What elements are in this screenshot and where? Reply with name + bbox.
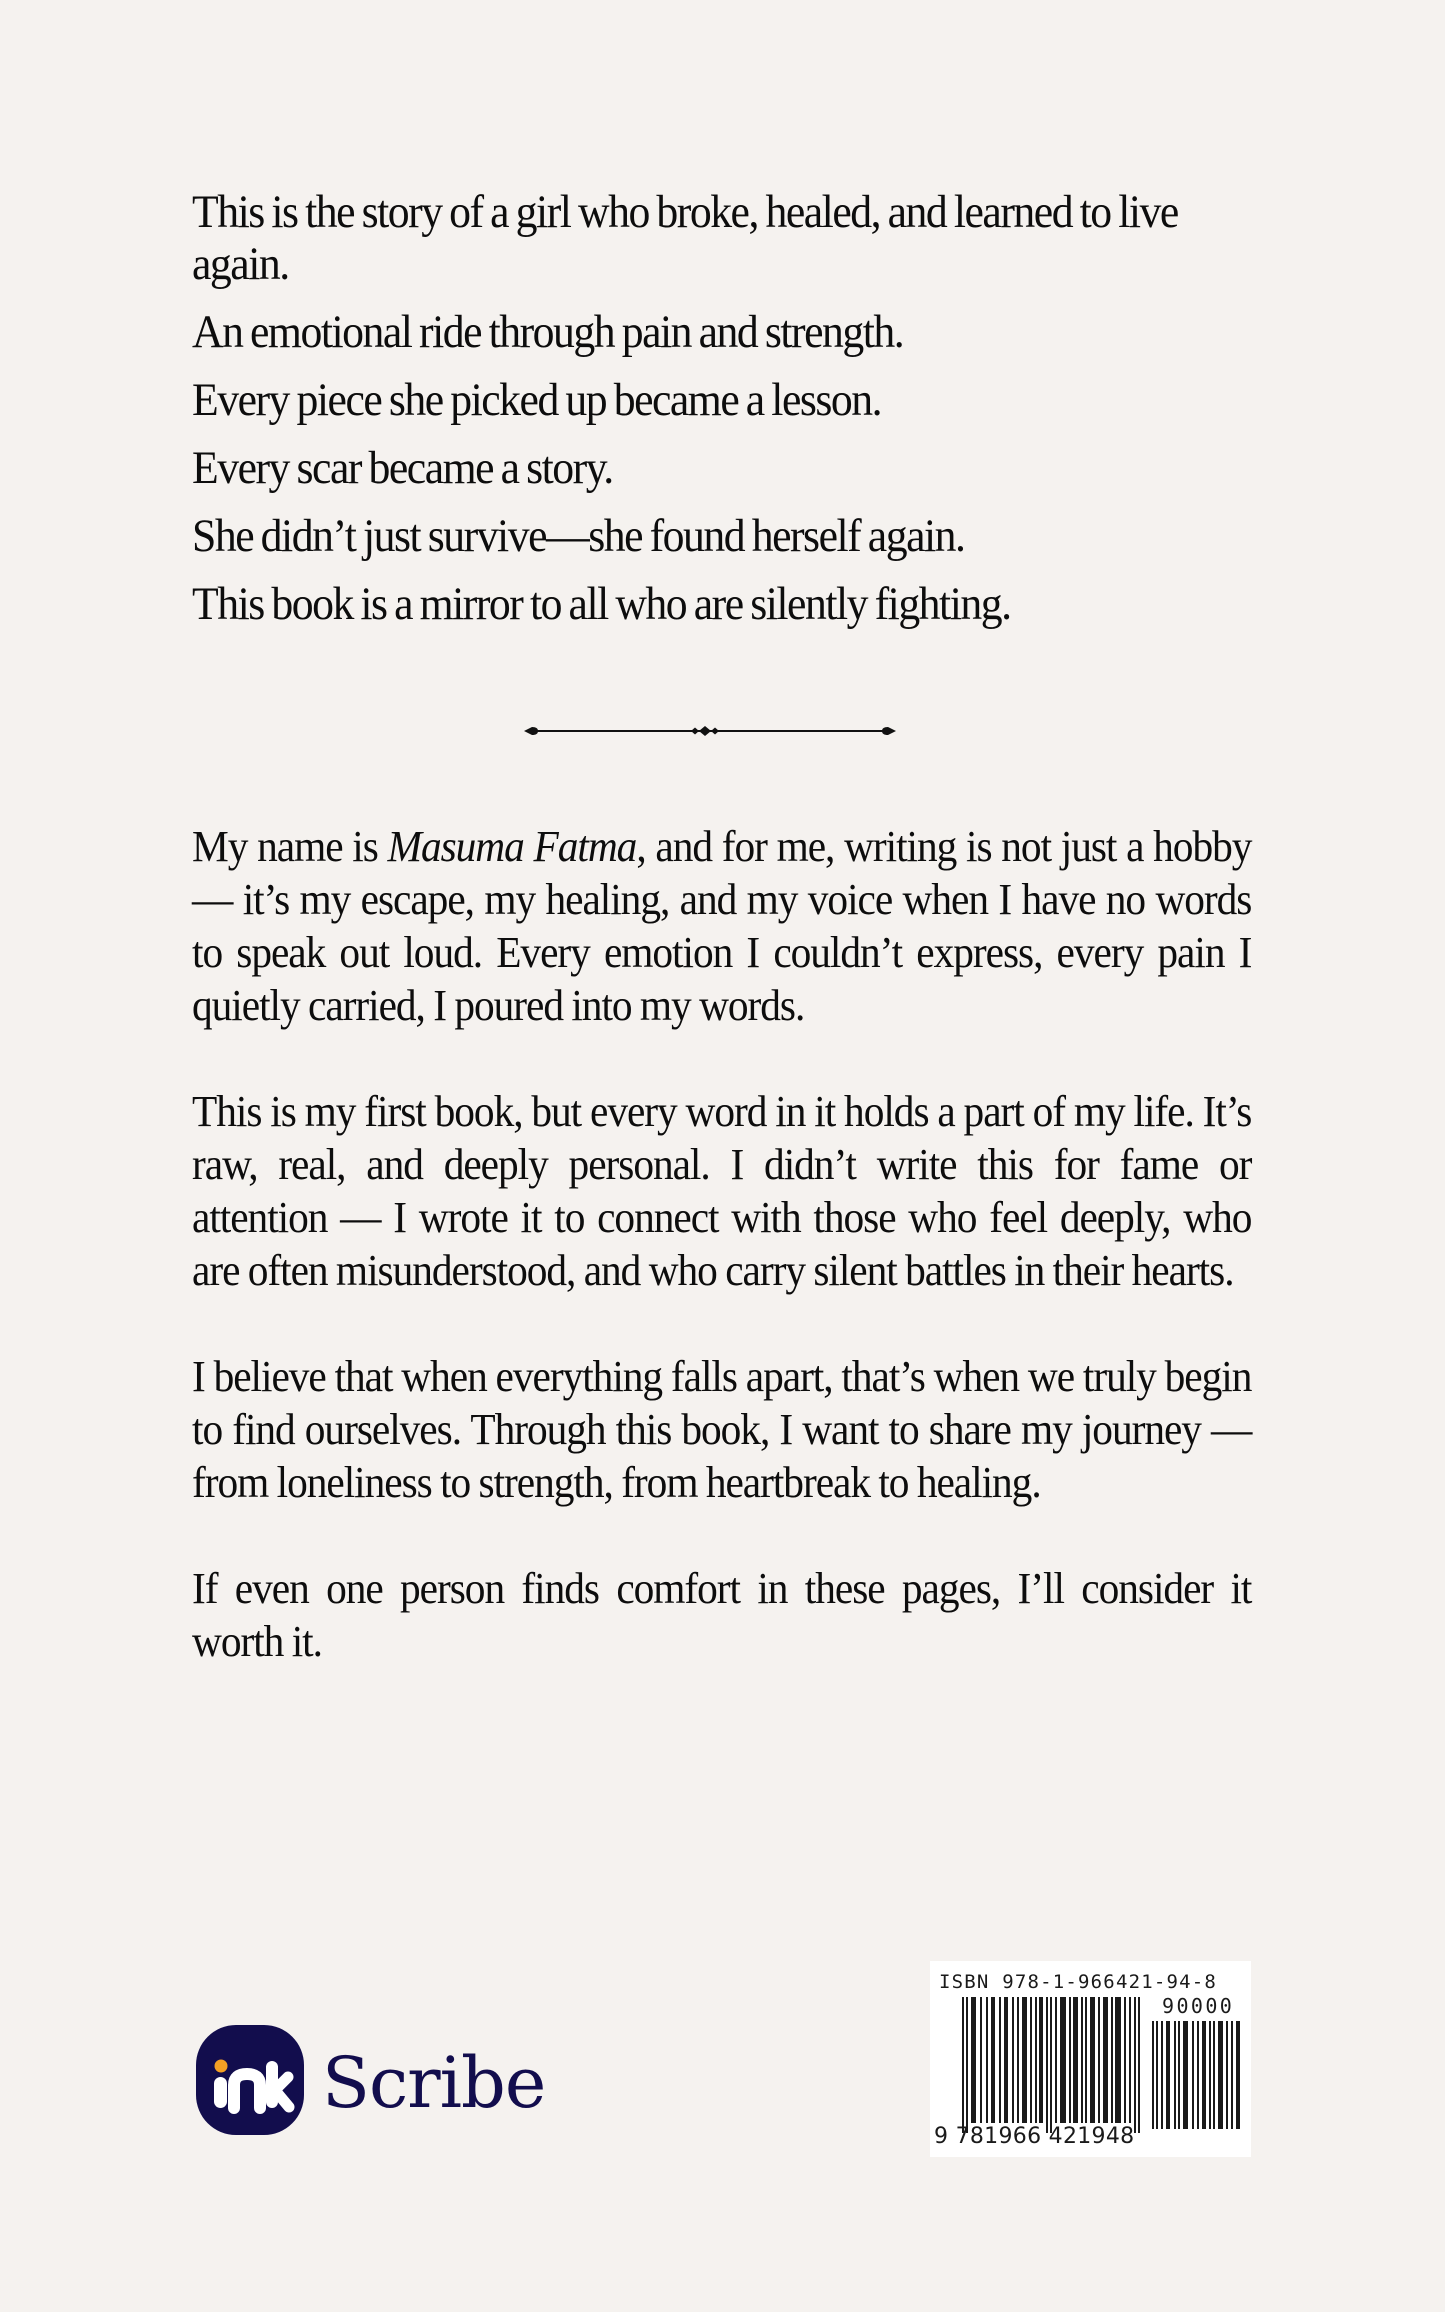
tagline-line: An emotional ride through pain and strength. [192,306,904,358]
tagline-line: This book is a mirror to all who are silently fighting. [192,578,1011,630]
tagline-block [192,186,1251,646]
ean-digits: 9 781966 421948 [934,2124,1135,2149]
isbn-barcode [930,1961,1251,2157]
publisher-logo [196,2024,545,2136]
bio-text: My name is [192,822,388,871]
addon-barcode-bars-icon [1152,2021,1244,2129]
tagline-line: She didn’t just survive—she found herself again. [192,510,965,562]
bio-paragraph: I believe that when everything falls apart, that’s when we truly begin to find ourselves. Through this book, I want to share my journey — from loneliness to strength, from heartbreak to healing. [192,1352,1252,1507]
bio-paragraph: If even one person finds comfort in these pages, I’ll consider it worth it. [192,1564,1252,1666]
publisher-wordmark: Scribe [322,2042,546,2124]
ornamental-divider-icon [520,719,900,743]
tagline-line: Every scar became a story. [192,442,613,494]
tagline-line: Every piece she picked up became a lesson. [192,374,882,426]
price-code: 90000 [1162,1994,1235,2018]
bio-text: , and for me, writing is not just a hobby — it’s my escape, my healing, and my voice when I have no words to speak out loud. Every emotion I couldn’t express, every pain I quietly carried, I poured into my words. [192,822,1252,1030]
author-bio [192,820,1251,1721]
bio-paragraph: This is my first book, but every word in it holds a part of my life. It’s raw, real, and deeply personal. I didn’t write this for fame or attention — I wrote it to connect with those who feel deeply, who are often misunderstood, and who carry silent battles in their hearts. [192,1087,1252,1295]
ink-badge-icon [196,2025,304,2135]
barcode-bars-icon [962,1997,1147,2133]
author-name: Masuma Fatma [387,822,637,871]
bio-paragraph [192,820,1251,1032]
isbn-label: ISBN 978-1-966421-94-8 [939,1971,1218,1993]
tagline-line: This is the story of a girl who broke, healed, and learned to live again. [192,186,1178,290]
